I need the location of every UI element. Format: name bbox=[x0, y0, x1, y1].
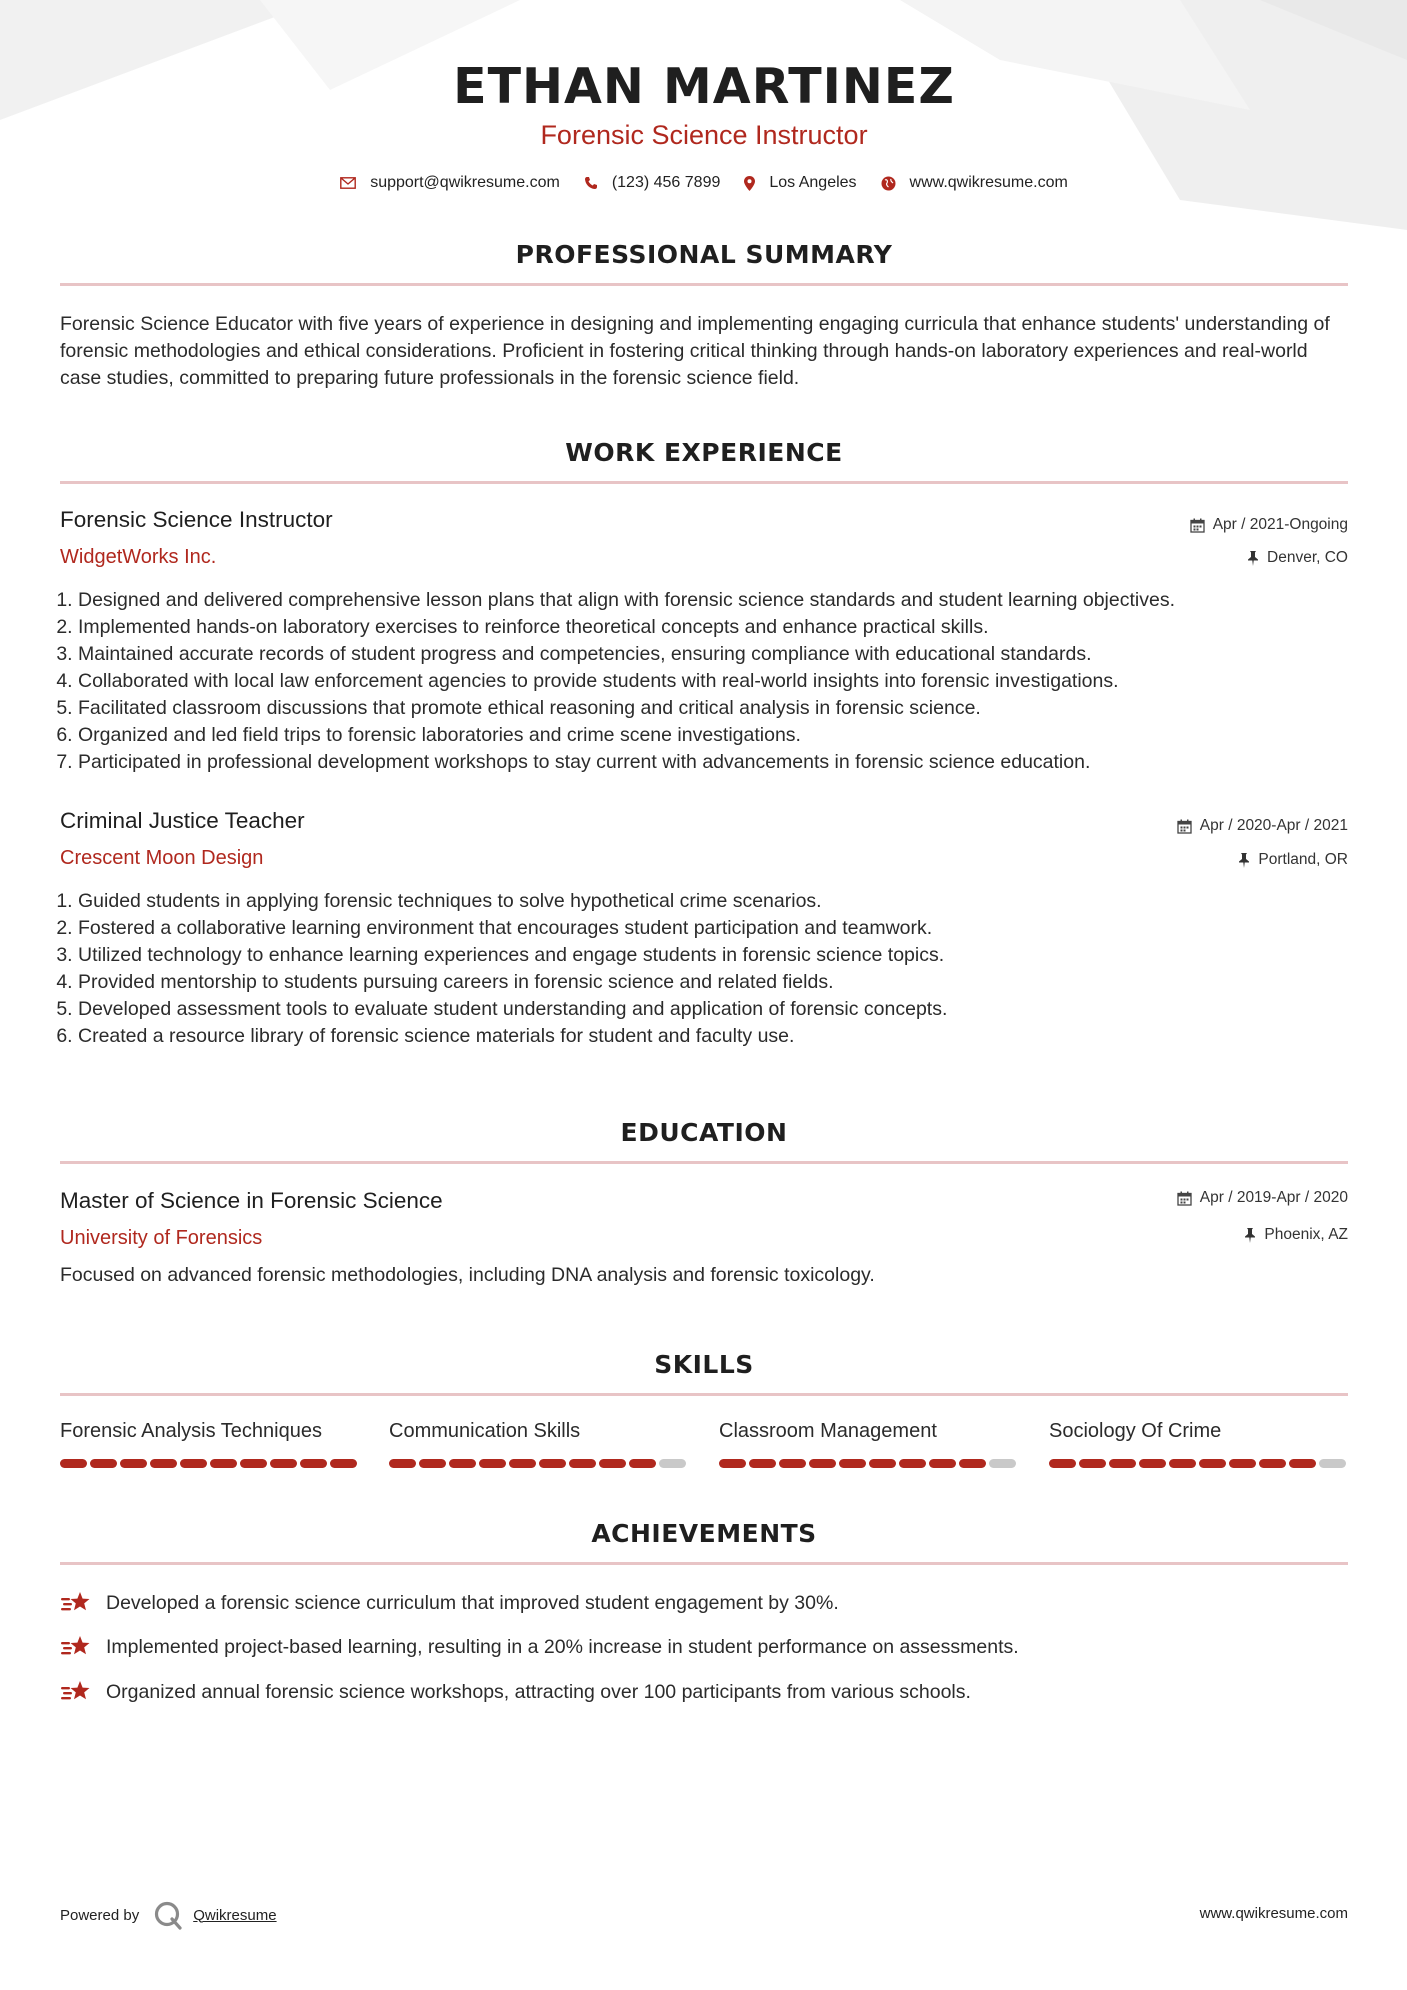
skill-level-segment bbox=[629, 1459, 656, 1468]
list-item: 6. Created a resource library of forensic science materials for student and faculty use. bbox=[78, 1023, 1348, 1050]
qwikresume-logo-icon bbox=[153, 1900, 183, 1930]
list-item: 4. Provided mentorship to students pursuing careers in forensic science and related fields. bbox=[78, 969, 1348, 996]
skills-heading: SKILLS bbox=[654, 1350, 754, 1379]
skill-level-segment bbox=[1109, 1459, 1136, 1468]
skill-item bbox=[719, 1420, 1019, 1443]
skill-level-segment bbox=[1079, 1459, 1106, 1468]
list-item: 3. Utilized technology to enhance learning experiences and engage students in forensic science topics. bbox=[78, 942, 1348, 969]
experience-heading: WORK EXPERIENCE bbox=[565, 438, 843, 467]
skill-level-segment bbox=[1289, 1459, 1316, 1468]
skill-level-segment bbox=[1259, 1459, 1286, 1468]
job-title: Forensic Science Instructor bbox=[60, 507, 333, 532]
list-item: 6. Organized and led field trips to forensic laboratories and crime scene investigations. bbox=[78, 722, 1348, 749]
skill-level-segment bbox=[180, 1459, 207, 1468]
skill-name: Forensic Analysis Techniques bbox=[60, 1420, 322, 1442]
summary-heading: PROFESSIONAL SUMMARY bbox=[515, 240, 893, 269]
shooting-star-icon bbox=[60, 1679, 92, 1705]
job-date bbox=[1190, 516, 1348, 534]
achievement-item bbox=[60, 1634, 1019, 1660]
company-name: Crescent Moon Design bbox=[60, 847, 264, 869]
achievements-heading: ACHIEVEMENTS bbox=[591, 1519, 817, 1548]
contact-bar bbox=[60, 174, 1348, 192]
skill-level-segment bbox=[300, 1459, 327, 1468]
company-name: WidgetWorks Inc. bbox=[60, 546, 217, 568]
list-item: 1. Guided students in applying forensic techniques to solve hypothetical crime scenarios. bbox=[78, 888, 1348, 915]
school-name: University of Forensics bbox=[60, 1227, 263, 1249]
list-item: 4. Collaborated with local law enforcement agencies to provide students with real-world insights into forensic investigations. bbox=[78, 668, 1348, 695]
achievement-text: Organized annual forensic science workshops, attracting over 100 participants from various schools. bbox=[106, 1680, 971, 1703]
location-text: Los Angeles bbox=[769, 174, 857, 191]
skill-item bbox=[1049, 1420, 1349, 1443]
achievement-item bbox=[60, 1679, 971, 1705]
pushpin-icon bbox=[1244, 1228, 1256, 1243]
skill-level-segment bbox=[509, 1459, 536, 1468]
resume-page bbox=[60, 0, 1348, 1990]
contact-phone[interactable] bbox=[584, 174, 721, 192]
education-description: Focused on advanced forensic methodologies, including DNA analysis and forensic toxicology. bbox=[60, 1264, 875, 1286]
list-item: 5. Facilitated classroom discussions that promote ethical reasoning and critical analysis in forensic science. bbox=[78, 695, 1348, 722]
achievement-item bbox=[60, 1590, 839, 1616]
skill-level-segment bbox=[659, 1459, 686, 1468]
achievement-text: Developed a forensic science curriculum that improved student engagement by 30%. bbox=[106, 1591, 839, 1614]
job-date-text: Apr / 2020-Apr / 2021 bbox=[1199, 817, 1348, 834]
list-item: 7. Participated in professional development workshops to stay current with advancements in forensic science education. bbox=[78, 749, 1348, 776]
job-location bbox=[1238, 851, 1348, 869]
skill-level-bar bbox=[389, 1459, 689, 1468]
powered-by-text: Powered by bbox=[60, 1906, 140, 1924]
list-item: 3. Maintained accurate records of student progress and competencies, ensuring compliance with educational standards. bbox=[78, 641, 1348, 668]
qwikresume-link[interactable]: Qwikresume bbox=[193, 1906, 277, 1924]
skill-level-segment bbox=[839, 1459, 866, 1468]
pushpin-icon bbox=[1238, 853, 1250, 868]
skill-level-bar bbox=[1049, 1459, 1349, 1468]
skill-level-segment bbox=[60, 1459, 87, 1468]
job-location-text: Denver, CO bbox=[1267, 549, 1348, 566]
skill-level-bar bbox=[60, 1459, 360, 1468]
skill-level-segment bbox=[869, 1459, 896, 1468]
skill-level-segment bbox=[929, 1459, 956, 1468]
shooting-star-icon bbox=[60, 1590, 92, 1616]
job-date-text: Apr / 2021-Ongoing bbox=[1212, 516, 1348, 533]
skill-level-segment bbox=[989, 1459, 1016, 1468]
email-text: support@qwikresume.com bbox=[370, 174, 560, 191]
list-item: 5. Developed assessment tools to evaluate student understanding and application of forensic concepts. bbox=[78, 996, 1348, 1023]
skill-name: Communication Skills bbox=[389, 1420, 581, 1442]
skill-level-segment bbox=[1139, 1459, 1166, 1468]
skill-level-segment bbox=[779, 1459, 806, 1468]
job-date bbox=[1177, 817, 1348, 835]
skill-level-segment bbox=[419, 1459, 446, 1468]
achievement-text: Implemented project-based learning, resulting in a 20% increase in student performance on assessments. bbox=[106, 1635, 1019, 1658]
map-pin-icon bbox=[744, 176, 755, 191]
calendar-icon bbox=[1190, 518, 1205, 533]
skill-item bbox=[60, 1420, 360, 1443]
skill-level-segment bbox=[1169, 1459, 1196, 1468]
skill-item bbox=[389, 1420, 689, 1443]
skill-level-segment bbox=[719, 1459, 746, 1468]
list-item: 1. Designed and delivered comprehensive lesson plans that align with forensic science standards and student learning objectives. bbox=[78, 587, 1348, 614]
skill-level-segment bbox=[539, 1459, 566, 1468]
website-text: www.qwikresume.com bbox=[909, 174, 1068, 191]
skill-level-bar bbox=[719, 1459, 1019, 1468]
footer-website[interactable]: www.qwikresume.com bbox=[1199, 1905, 1348, 1922]
skill-level-segment bbox=[150, 1459, 177, 1468]
skill-level-segment bbox=[1049, 1459, 1076, 1468]
skills-divider bbox=[60, 1393, 1348, 1396]
skill-level-segment bbox=[599, 1459, 626, 1468]
education-date-text: Apr / 2019-Apr / 2020 bbox=[1199, 1189, 1348, 1206]
phone-icon bbox=[584, 176, 598, 190]
education-date bbox=[1177, 1189, 1348, 1207]
contact-email[interactable] bbox=[340, 174, 560, 192]
calendar-icon bbox=[1177, 1191, 1192, 1206]
skill-level-segment bbox=[449, 1459, 476, 1468]
skill-level-segment bbox=[330, 1459, 357, 1468]
skill-level-segment bbox=[569, 1459, 596, 1468]
contact-website[interactable] bbox=[881, 174, 1068, 192]
degree-title: Master of Science in Forensic Science bbox=[60, 1188, 443, 1213]
footer-powered-by bbox=[60, 1900, 277, 1930]
education-location bbox=[1244, 1226, 1348, 1244]
summary-divider bbox=[60, 283, 1348, 286]
list-item: 2. Fostered a collaborative learning environment that encourages student participation and teamwork. bbox=[78, 915, 1348, 942]
job-title: Criminal Justice Teacher bbox=[60, 808, 305, 833]
skill-level-segment bbox=[270, 1459, 297, 1468]
globe-icon bbox=[881, 176, 896, 191]
calendar-icon bbox=[1177, 819, 1192, 834]
job-location bbox=[1247, 549, 1348, 567]
education-location-text: Phoenix, AZ bbox=[1264, 1226, 1348, 1243]
list-item: 2. Implemented hands-on laboratory exercises to reinforce theoretical concepts and enhance practical skills. bbox=[78, 614, 1348, 641]
shooting-star-icon bbox=[60, 1634, 92, 1660]
pushpin-icon bbox=[1247, 551, 1259, 566]
skill-level-segment bbox=[1199, 1459, 1226, 1468]
experience-divider bbox=[60, 481, 1348, 484]
skill-level-segment bbox=[479, 1459, 506, 1468]
skill-level-segment bbox=[210, 1459, 237, 1468]
skill-level-segment bbox=[389, 1459, 416, 1468]
envelope-icon bbox=[340, 177, 356, 189]
skill-level-segment bbox=[1229, 1459, 1256, 1468]
summary-text: Forensic Science Educator with five years of experience in designing and implementing engaging curricula that enhance students' understanding of forensic methodologies and ethical considerations. Proficient in fostering critical thinking through hands-on laboratory experiences and real-world case studies, committed to preparing future professionals in the forensic science field. bbox=[60, 313, 1330, 389]
job-bullets bbox=[60, 888, 1348, 1050]
skill-level-segment bbox=[749, 1459, 776, 1468]
skill-level-segment bbox=[240, 1459, 267, 1468]
achievements-divider bbox=[60, 1562, 1348, 1565]
candidate-name: ETHAN MARTINEZ bbox=[453, 58, 955, 115]
phone-text: (123) 456 7899 bbox=[611, 174, 721, 191]
skill-level-segment bbox=[90, 1459, 117, 1468]
job-bullets bbox=[60, 587, 1348, 776]
skill-level-segment bbox=[959, 1459, 986, 1468]
skill-name: Classroom Management bbox=[719, 1420, 937, 1442]
skill-level-segment bbox=[1319, 1459, 1346, 1468]
skill-name: Sociology Of Crime bbox=[1049, 1420, 1222, 1442]
job-location-text: Portland, OR bbox=[1258, 851, 1348, 868]
candidate-title: Forensic Science Instructor bbox=[540, 120, 868, 150]
contact-location bbox=[744, 174, 856, 192]
education-heading: EDUCATION bbox=[620, 1118, 788, 1147]
education-divider bbox=[60, 1161, 1348, 1164]
skill-level-segment bbox=[899, 1459, 926, 1468]
skill-level-segment bbox=[809, 1459, 836, 1468]
skill-level-segment bbox=[120, 1459, 147, 1468]
